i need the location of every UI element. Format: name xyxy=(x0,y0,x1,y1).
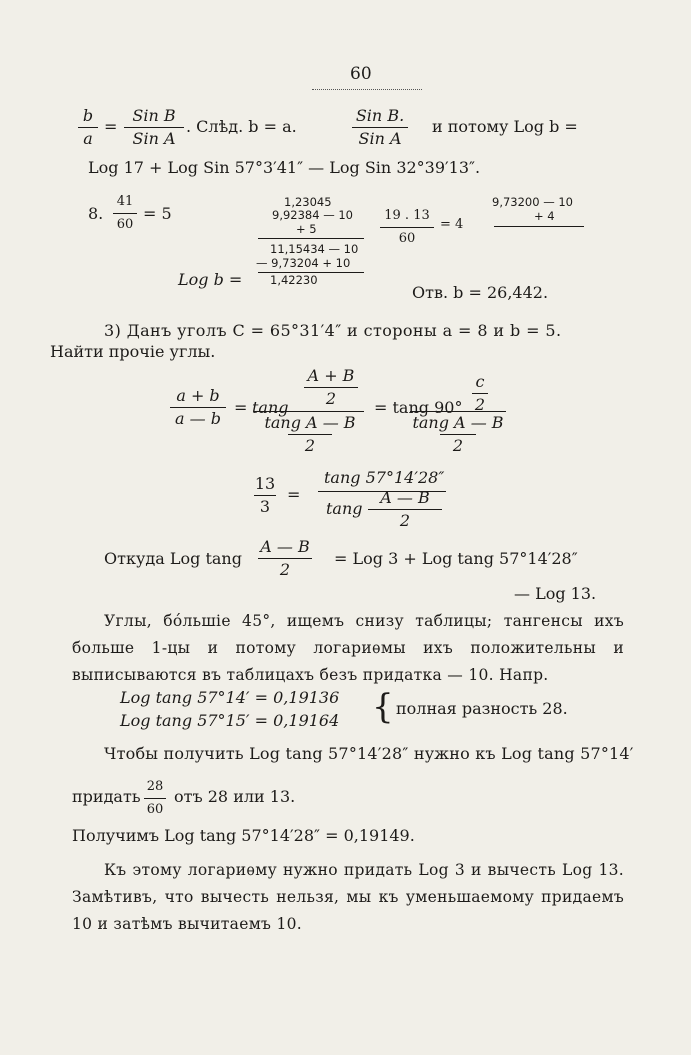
eq1-equals: = xyxy=(104,117,118,136)
eq1-r1-den: Sin A xyxy=(132,129,176,148)
eq1-lhs-num: b xyxy=(82,106,94,125)
calc-frac-den: 60 xyxy=(116,217,134,232)
f2-lhs-den: 3 xyxy=(259,497,271,516)
f1-main-bar-2 xyxy=(410,411,506,412)
f1-lhs-num: a + b xyxy=(176,386,220,405)
eq1-lhs-den: a xyxy=(83,129,93,148)
table-row2: Log tang 57°15′ = 0,19164 xyxy=(120,711,340,730)
f1-lhs-fraction xyxy=(170,386,226,429)
f2-numerator: tang 57°14′28″ xyxy=(324,468,445,487)
f2-lhs-num: 13 xyxy=(254,474,276,493)
otkuda-den: 2 xyxy=(279,560,291,579)
otkuda-line2: — Log 13. xyxy=(514,584,597,603)
pridat-pre: придать xyxy=(72,787,141,806)
calc-col-row3: + 5 xyxy=(296,222,317,236)
f1-main-bar xyxy=(254,411,364,412)
calc-right-rule xyxy=(494,226,584,227)
calc-label: 8. xyxy=(88,204,104,223)
calc-eq5: = 5 xyxy=(143,204,172,223)
f1-eq2: = tang 90° xyxy=(374,398,463,417)
calc-right-add: + 4 xyxy=(534,209,555,223)
calc-col-row6: 1,42230 xyxy=(270,273,318,287)
calc-col-row5: — 9,73204 + 10 xyxy=(256,256,351,270)
calc-logb: Log b = xyxy=(178,270,243,289)
f1-c-num: c xyxy=(475,372,485,391)
f2-equals: = xyxy=(287,485,301,504)
para-angles: Углы, бо́льшіе 45°, ищемъ снизу таблицы; тангенсы ихъ больше 1-цы и потому логариѳмы ихъ положительны и выписываются въ таблицахъ безъ придатка — 10. Напр. xyxy=(72,612,624,684)
otkuda-num: A — B xyxy=(260,537,310,556)
eq1-mid-text: . Слѣд. b = a. xyxy=(186,117,297,136)
f1-upper-num: A + B xyxy=(307,366,355,385)
calc-col-row1: 1,23045 xyxy=(284,195,332,209)
eq1-sin-fraction-2 xyxy=(352,106,408,149)
f1-c-den: 2 xyxy=(474,395,486,414)
f1-lower-fraction xyxy=(258,413,362,456)
otkuda-pre: Откуда Log tang xyxy=(104,549,242,568)
calc-rule-1 xyxy=(258,238,364,239)
page-number: 60 xyxy=(350,64,372,84)
eq1-r2-num: Sin B. xyxy=(355,106,405,125)
f1-tang-word: tang xyxy=(252,398,289,417)
f2-den-num: A — B xyxy=(380,488,430,507)
calc-answer: Отв. b = 26,442. xyxy=(412,283,549,302)
problem3-line2: Найти прочіе углы. xyxy=(50,342,216,361)
problem3-line1: 3) Данъ уголъ C = 65°31′4″ и стороны a = 8 и b = 5. xyxy=(104,321,562,340)
calc-mid-fraction xyxy=(380,206,434,249)
table-brace: { xyxy=(372,687,394,727)
eq1-line2: Log 17 + Log Sin 57°3′41″ — Log Sin 32°39′13″. xyxy=(88,158,481,177)
f1-lower-den: 2 xyxy=(304,436,316,455)
pridat-num: 28 xyxy=(146,779,164,794)
f1-lhs-den: a — b xyxy=(175,409,221,428)
pridat-fraction xyxy=(144,777,166,820)
f1-lower-num: tang A — B xyxy=(264,413,356,432)
calc-fraction-41-60 xyxy=(113,192,137,235)
calc-col-row4: 11,15434 — 10 xyxy=(270,242,359,256)
eq1-tail-text: и потому Log b = xyxy=(432,117,578,136)
f1-equals: = xyxy=(234,398,248,417)
otkuda-fraction xyxy=(258,537,312,580)
eq1-lhs-fraction xyxy=(78,106,98,149)
eq1-sin-fraction xyxy=(124,106,184,149)
f2-den-fraction xyxy=(368,488,442,531)
calc-mid-eq: = 4 xyxy=(440,217,464,232)
f1-lower-fraction-2 xyxy=(408,413,508,456)
poluchim-line: Получимъ Log tang 57°14′28″ = 0,19149. xyxy=(72,826,415,845)
f1-lower2-num: tang A — B xyxy=(412,413,504,432)
pridat-den: 60 xyxy=(146,802,164,817)
f2-den-den: 2 xyxy=(399,511,411,530)
f1-c-fraction xyxy=(472,372,488,415)
para-add-log: Къ этому логариѳму нужно придать Log 3 и вычесть Log 13. Замѣтивъ, что вычесть нельзя, мы къ уменьшаемому придаемъ 10 и затѣмъ вычитаемъ 10. xyxy=(72,861,624,933)
otkuda-rhs: = Log 3 + Log tang 57°14′28″ xyxy=(334,549,578,568)
f2-lhs-fraction xyxy=(254,474,276,517)
header-rule xyxy=(312,89,422,90)
f1-upper-den: 2 xyxy=(325,389,337,408)
calc-mid-num: 19 . 13 xyxy=(384,208,430,223)
table-note: полная разность 28. xyxy=(396,699,568,718)
eq1-r2-den: Sin A xyxy=(358,129,402,148)
calc-frac-num: 41 xyxy=(116,194,134,209)
calc-right-top: 9,73200 — 10 xyxy=(492,195,573,209)
f2-den-tang: tang xyxy=(326,499,363,518)
eq1-r1-num: Sin B xyxy=(132,106,176,125)
f1-lower2-den: 2 xyxy=(452,436,464,455)
f1-upper-fraction xyxy=(304,366,358,409)
para-to-get: Чтобы получить Log tang 57°14′28″ нужно къ Log tang 57°14′ xyxy=(104,744,634,763)
table-row1: Log tang 57°14′ = 0,19136 xyxy=(120,688,340,707)
pridat-post: отъ 28 или 13. xyxy=(174,787,296,806)
calc-mid-den: 60 xyxy=(398,231,416,246)
calc-col-row2: 9,92384 — 10 xyxy=(272,208,353,222)
